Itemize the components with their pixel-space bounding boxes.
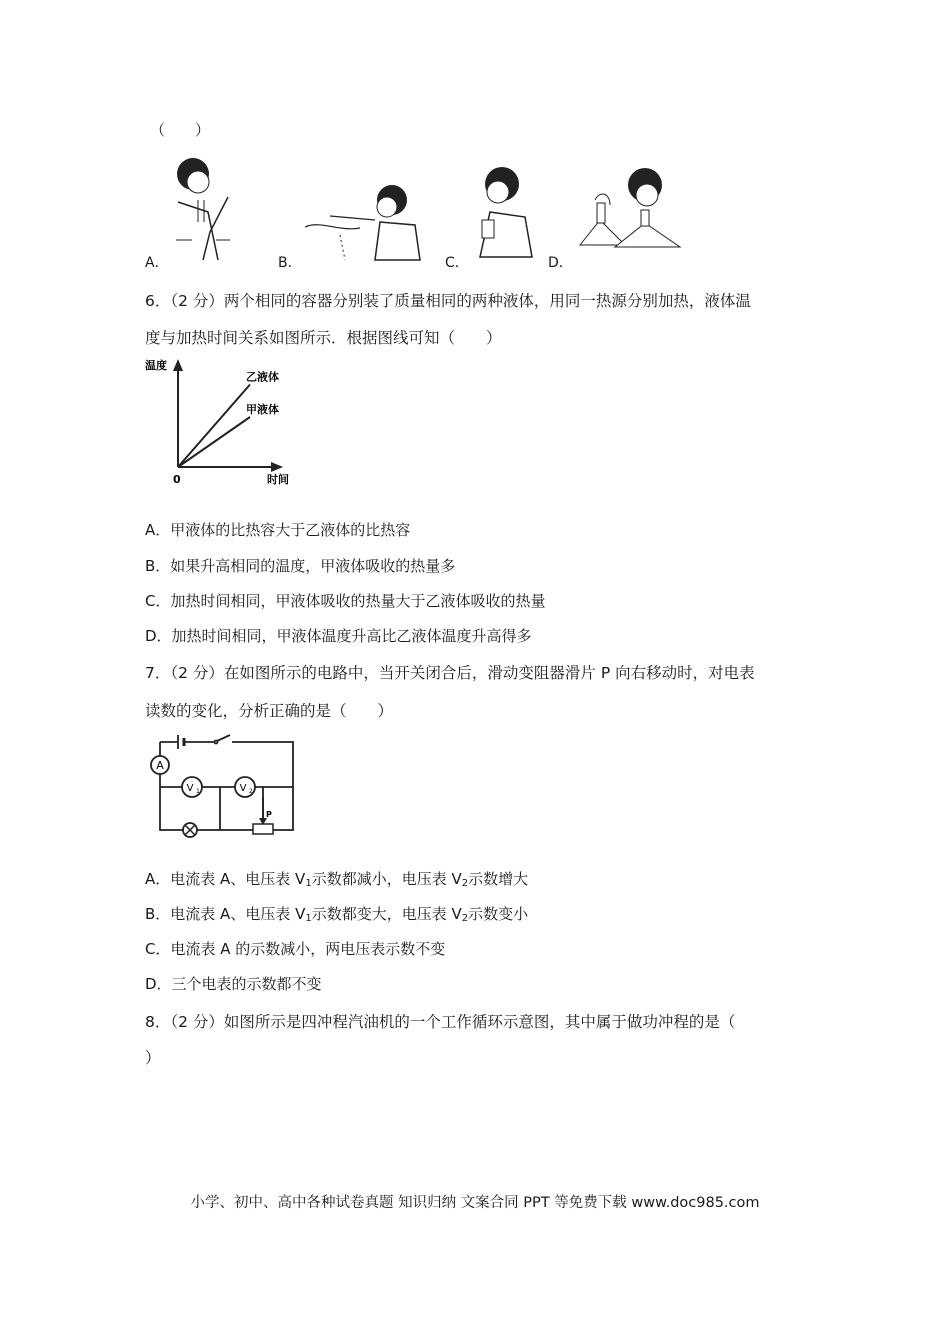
q8-stem-line2: ） [145,1049,161,1067]
q6-series-label-1: 甲液体 [246,403,279,416]
q6-series-line-0 [178,385,250,468]
svg-text:A: A [156,759,164,772]
q6-option-b: B．如果升高相同的温度，甲液体吸收的热量多 [145,557,456,575]
q7-option-b: B．电流表 A、电压表 $V_1$示数都变大，电压表 $V_2$示数变小 [145,905,529,924]
svg-text:V: V [186,783,194,794]
q7-rheostat [253,824,273,834]
q6-stem-line1: 6．（2 分）两个相同的容器分别装了质量相同的两种液体，用同一热源分别加热，液体温 [145,292,751,310]
q6-chart-x-arrow [271,462,283,472]
q6-series-label-0: 乙液体 [246,370,279,384]
q5-figure-d [575,165,715,265]
q7-option-a: A．电流表 A、电压表 $V_1$示数都减小，电压表 $V_2$示数增大 [145,870,529,889]
q5-option-a-label: A． [145,255,169,271]
q6-option-c: C．加热时间相同，甲液体吸收的热量大于乙液体吸收的热量 [145,592,546,610]
q7-circuit-diagram [150,735,310,840]
q6-chart [145,357,295,487]
q5-figure-c [470,162,540,262]
q8-stem-line1: 8．（2 分）如图所示是四冲程汽油机的一个工作循环示意图，其中属于做功冲程的是（ [145,1013,736,1031]
q7-stem-line1: 7．（2 分）在如图所示的电路中，当开关闭合后，滑动变阻器滑片 P 向右移动时，对电表 [145,664,755,682]
q7-lamp [183,823,197,837]
q7-option-c: C．电流表 A 的示数减小，两电压表示数不变 [145,940,446,958]
q6-chart-y-arrow [173,359,183,371]
page-footer: 小学、初中、高中各种试卷真题 知识归纳 文案合同 PPT 等免费下载 www.doc985.com [190,1195,760,1211]
q5-option-c-label: C． [445,255,469,271]
q7-option-d: D．三个电表的示数都不变 [145,975,322,993]
q5-stem-tail: （ ） [150,121,211,139]
q7-stem-line2: 读数的变化，分析正确的是（ ） [145,702,394,720]
q5-option-d-label: D． [548,255,573,271]
q6-option-a: A．甲液体的比热容大于乙液体的比热容 [145,521,411,539]
q6-chart-ylabel: 温度 [145,359,167,372]
q6-stem-line2: 度与加热时间关系如图所示．根据图线可知（ ） [145,329,502,347]
svg-text:1: 1 [196,788,200,795]
q6-chart-xlabel: 时间 [267,473,289,486]
q7-slider-label: P [266,810,272,819]
svg-text:2: 2 [249,788,253,795]
q6-chart-origin: 0 [173,473,181,486]
q5-option-b-label: B． [278,255,302,271]
svg-text:V: V [239,783,247,794]
q6-option-d: D．加热时间相同，甲液体温度升高比乙液体温度升高得多 [145,627,532,645]
q5-figure-b [300,180,430,265]
q5-figure-a [168,152,238,262]
